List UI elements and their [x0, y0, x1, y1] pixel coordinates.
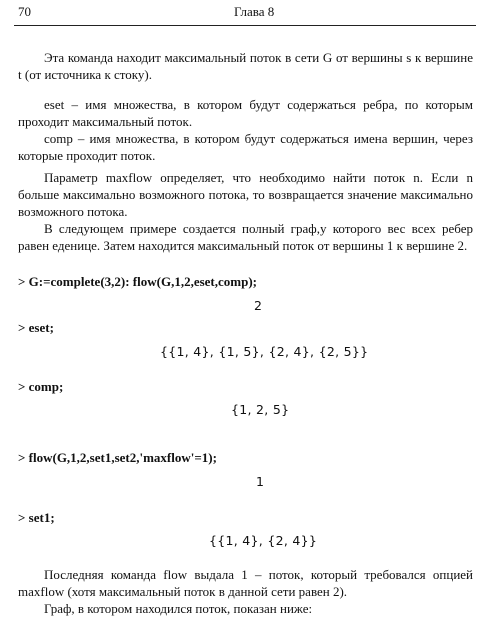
command-line-2: > eset; — [18, 320, 54, 335]
paragraph-maxflow: Параметр maxflow определяет, что необходимо найти поток n. Если n больше максимально возможного потока, то возвращается значение максимально возможного потока. — [18, 170, 473, 219]
paragraph-intro: Эта команда находит максимальный поток в сети G от вершины s к вершине t (от источника к стоку). — [18, 50, 473, 82]
paragraph-result: Последняя команда flow выдала 1 – поток, который требовался опцией maxflow (хотя максимальный поток в данной сети равен 2). — [18, 567, 473, 599]
paragraph-graph-note: Граф, в котором находился поток, показан ниже: — [44, 601, 313, 616]
output-5: {{1, 4}, {2, 4}} — [209, 533, 318, 548]
paragraph-example: В следующем примере создается полный граф,у которого вес всех ребер равен еденице. Затем находится максимальный поток от вершины 1 к вершине 2. — [18, 221, 473, 253]
output-4: 1 — [256, 474, 265, 489]
paragraph-eset: eset – имя множества, в котором будут содержаться ребра, по которым проходит максимальный поток. — [18, 97, 473, 129]
command-line-3: > comp; — [18, 379, 64, 394]
page-number: 70 — [18, 4, 31, 19]
command-line-5: > set1; — [18, 510, 55, 525]
output-3: {1, 2, 5} — [231, 402, 290, 417]
command-line-1: > G:=complete(3,2): flow(G,1,2,eset,comp); — [18, 274, 257, 289]
chapter-title: Глава 8 — [234, 4, 275, 19]
output-1: 2 — [254, 298, 263, 313]
paragraph-comp: comp – имя множества, в котором будут содержаться имена вершин, через которые проходит поток. — [18, 131, 473, 163]
command-line-4: > flow(G,1,2,set1,set2,'maxflow'=1); — [18, 450, 217, 465]
output-2: {{1, 4}, {1, 5}, {2, 4}, {2, 5}} — [160, 344, 369, 359]
header-rule — [14, 25, 476, 26]
